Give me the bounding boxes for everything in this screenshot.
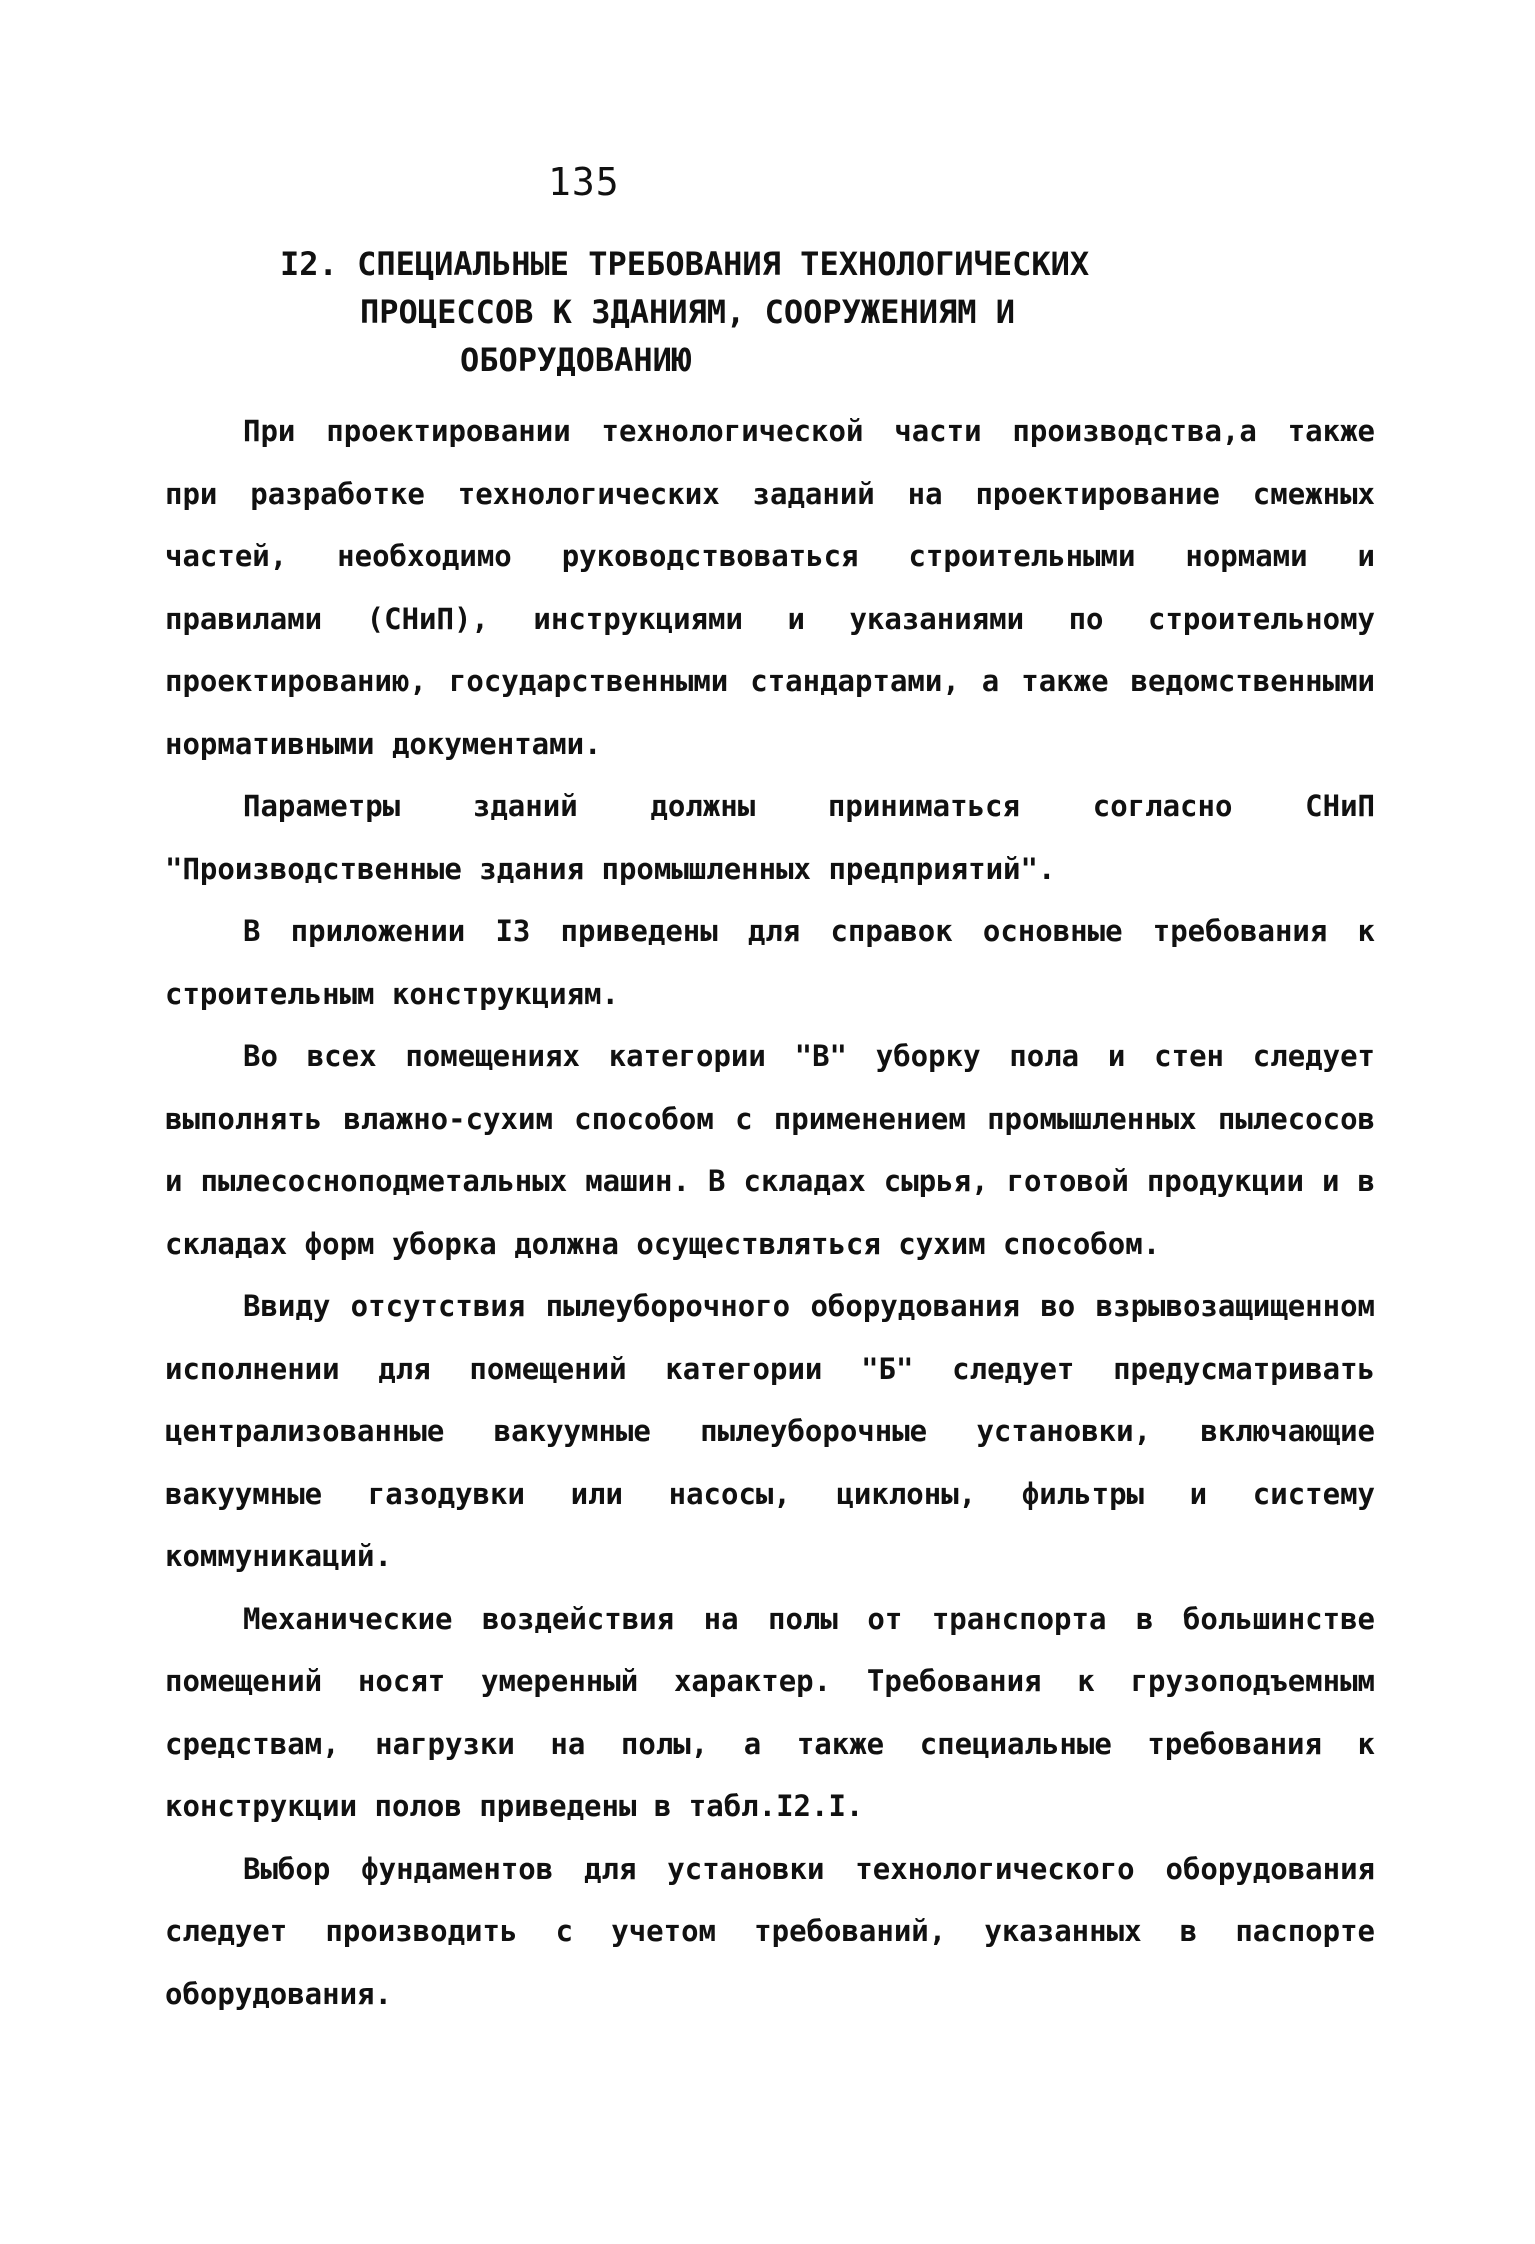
paragraph: Выбор фундаментов для установки технологического оборудования следует производить с учетом требований, указанных в паспорте оборудования. bbox=[165, 1851, 1375, 2011]
paragraph: При проектировании технологической части производства,а также при разработке технологических заданий на проектирование смежных частей, необходимо руководствоваться строительными нормами и правилами (СНиП), инструкциями и указаниями по строительному проектированию, государственными стандартами, а также ведомственными нормативными документами. bbox=[165, 414, 1375, 761]
paragraph: Параметры зданий должны приниматься согласно СНиП "Производственные здания промышленных предприятий". bbox=[165, 789, 1375, 886]
body-text bbox=[165, 400, 1375, 2025]
paragraph: Во всех помещениях категории "В" уборку пола и стен следует выполнять влажно-сухим способом с применением промышленных пылесосов и пылесосноподметальных машин. В складах сырья, готовой продукции и в складах форм уборка должна осуществляться сухим способом. bbox=[165, 1039, 1375, 1261]
heading-line-2: ПРОЦЕССОВ К ЗДАНИЯМ, СООРУЖЕНИЯМ И bbox=[360, 293, 1016, 331]
heading-line-3: ОБОРУДОВАНИЮ bbox=[460, 341, 692, 379]
heading-line-1: I2. СПЕЦИАЛЬНЫЕ ТРЕБОВАНИЯ ТЕХНОЛОГИЧЕСКИХ bbox=[280, 245, 1090, 283]
paragraph: В приложении I3 приведены для справок основные требования к строительным конструкциям. bbox=[165, 914, 1375, 1011]
paragraph: Механические воздействия на полы от транспорта в большинстве помещений носят умеренный характер. Требования к грузоподъемным средствам, нагрузки на полы, а также специальные требования к конструкции полов приведены в табл.I2.I. bbox=[165, 1601, 1375, 1823]
page-number: 135 bbox=[548, 160, 620, 204]
section-heading bbox=[280, 240, 1320, 384]
paragraph: Ввиду отсутствия пылеуборочного оборудования во взрывозащищенном исполнении для помещений категории "Б" следует предусматривать централизованные вакуумные пылеуборочные установки, включающие вакуумные газодувки или насосы, циклоны, фильтры и систему коммуникаций. bbox=[165, 1289, 1375, 1573]
